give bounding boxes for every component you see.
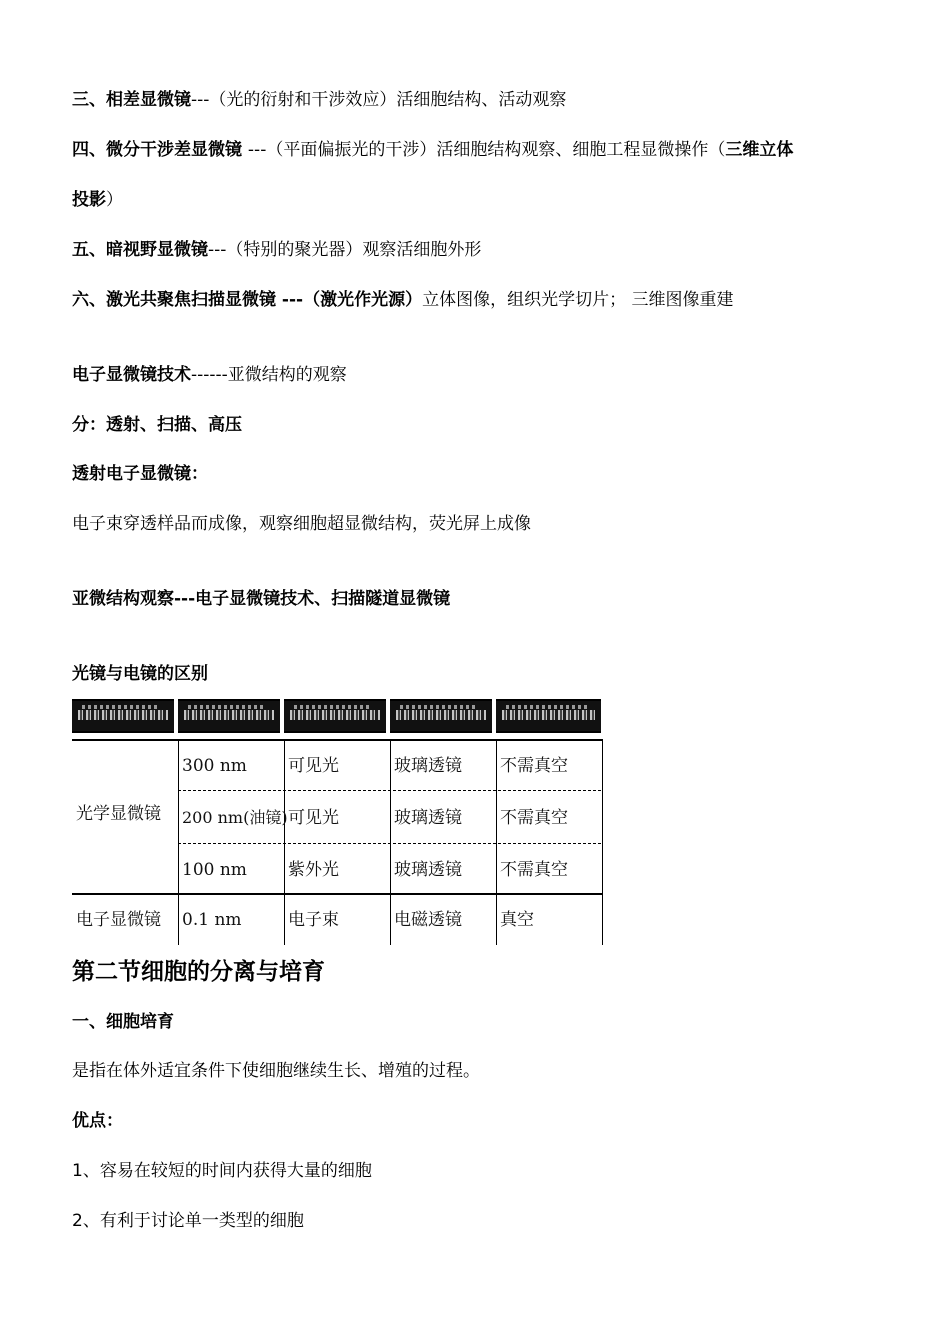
table-col-rule: [496, 739, 497, 945]
line-tem-desc: 电子束穿透样品而成像，观察细胞超显微结构，荧光屏上成像: [72, 514, 531, 534]
advantage-item: 1、容易在较短的时间内获得大量的细胞: [72, 1161, 372, 1181]
text-projection: 投影: [72, 190, 106, 210]
table-rule: [178, 843, 603, 844]
text-darkfield: ---（特别的聚光器）观察活细胞外形: [208, 240, 482, 260]
line-submicro: 亚微结构观察---电子显微镜技术、扫描隧道显微镜: [72, 589, 451, 609]
table-cell-vacuum: 不需真空: [500, 756, 568, 776]
table-col-rule: [602, 739, 603, 945]
table-cell-source: 电子束: [288, 910, 339, 930]
table-cell-vacuum: 不需真空: [500, 808, 568, 828]
heading-darkfield: 五、暗视野显微镜: [72, 240, 208, 260]
table-col-rule: [178, 739, 179, 945]
comparison-table: [72, 693, 603, 945]
section-title: 第二节细胞的分离与培育: [72, 959, 325, 985]
heading-phase-contrast: 三、相差显微镜: [72, 90, 191, 110]
table-cell-lens: 电磁透镜: [394, 910, 462, 930]
line-em-types: 分：透射、扫描、高压: [72, 415, 242, 435]
table-cell-vacuum: 真空: [500, 910, 534, 930]
line-tem-heading: 透射电子显微镜：: [72, 464, 208, 484]
header-cell: [390, 699, 492, 733]
definition-text: 是指在体外适宜条件下使细胞继续生长、增殖的过程。: [72, 1061, 480, 1081]
line-dic-cont: [72, 189, 123, 211]
table-cell-lens: 玻璃透镜: [394, 756, 462, 776]
text-phase-contrast: ---（光的衍射和干涉效应）活细胞结构、活动观察: [191, 90, 567, 110]
table-cell-resolution: 100 nm: [182, 860, 247, 880]
header-cell: [178, 699, 280, 733]
table-rule: [72, 739, 603, 741]
table-col-rule: [284, 739, 285, 945]
table-cell-source: 可见光: [288, 808, 339, 828]
table-cell-group: 电子显微镜: [76, 910, 161, 930]
header-cell: [284, 699, 386, 733]
table-cell-resolution: 300 nm: [182, 756, 247, 776]
header-cell: [72, 699, 174, 733]
text-confocal: 立体图像，组织光学切片； 三维图像重建: [422, 290, 734, 310]
table-header: [72, 693, 603, 741]
table-cell-resolution: 200 nm(油镜): [182, 808, 288, 827]
text-dic: ---（平面偏振光的干涉）活细胞结构观察、细胞工程显微操作（: [247, 140, 726, 160]
table-rule: [178, 790, 603, 791]
advantages-label: 优点：: [72, 1111, 123, 1131]
table-col-rule: [390, 739, 391, 945]
advantage-item: 2、有利于讨论单一类型的细胞: [72, 1211, 304, 1231]
heading-confocal: 六、激光共聚焦扫描显微镜 ---（激光作光源）: [72, 290, 423, 310]
table-cell-lens: 玻璃透镜: [394, 860, 462, 880]
line-confocal: [72, 289, 734, 311]
text-projection-close: ）: [106, 190, 123, 210]
table-cell-lens: 玻璃透镜: [394, 808, 462, 828]
heading-em-tech: 电子显微镜技术: [72, 365, 191, 385]
table-cell-vacuum: 不需真空: [500, 860, 568, 880]
line-em-tech: [72, 364, 347, 386]
header-cell: [496, 699, 601, 733]
line-dic: [72, 139, 793, 161]
heading-dic: 四、微分干涉差显微镜: [72, 140, 248, 160]
table-cell-source: 可见光: [288, 756, 339, 776]
text-em-tech: ------亚微结构的观察: [191, 365, 347, 385]
line-darkfield: [72, 239, 481, 261]
table-cell-resolution: 0.1 nm: [182, 910, 242, 930]
subsection-heading: 一、细胞培育: [72, 1012, 174, 1032]
line-phase-contrast: [72, 89, 566, 111]
table-cell-source: 紫外光: [288, 860, 339, 880]
line-compare-heading: 光镜与电镜的区别: [72, 664, 208, 684]
table-rule: [72, 893, 603, 895]
table-cell-group: 光学显微镜: [76, 804, 161, 824]
text-dic-bold: 三维立体: [725, 140, 794, 160]
